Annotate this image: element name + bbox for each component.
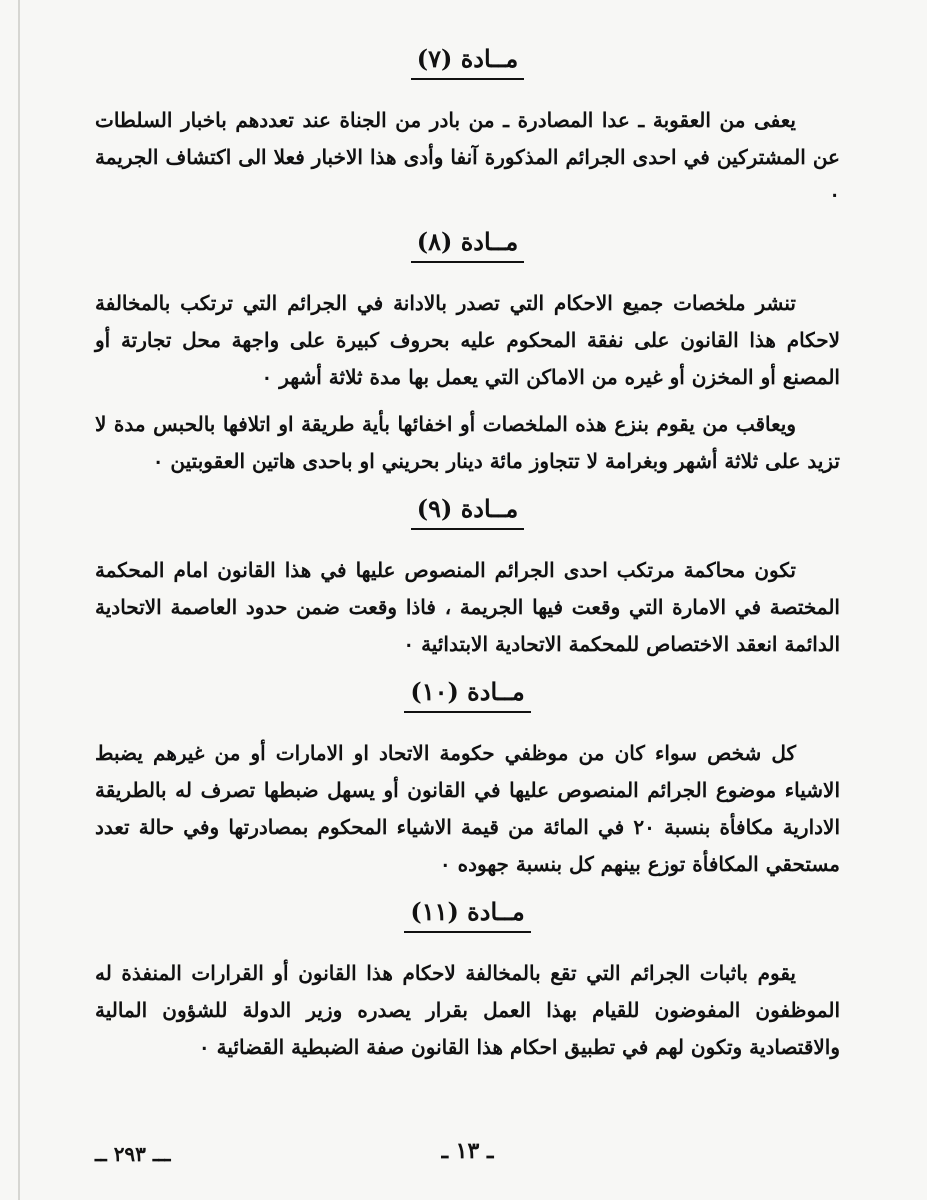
article-heading: مــادة (٨) (95, 225, 840, 263)
article-7 (95, 42, 840, 213)
page-number: ـ ١٣ ـ (441, 1138, 494, 1164)
article-9 (95, 492, 840, 663)
page-footer (95, 1138, 840, 1178)
article-paragraph: تكون محاكمة مرتكب احدى الجرائم المنصوص عليها في هذا القانون امام المحكمة المختصة في الامارة التي وقعت فيها الجريمة ، فاذا وقعت ضمن حدود العاصمة الاتحادية الدائمة انعقد الاختصاص للمحكمة الاتحادية الابتدائية ٠ (95, 558, 840, 656)
article-paragraph: يعفى من العقوبة ـ عدا المصادرة ـ من بادر من الجناة عند تعددهم باخبار السلطات عن المشتركين في احدى الجرائم المذكورة آنفا وأدى هذا الاخبار فعلا الى اكتشاف الجريمة ٠ (95, 108, 840, 206)
article-8 (95, 225, 840, 480)
article-heading: مــادة (٩) (95, 492, 840, 530)
article-heading: مــادة (١٠) (95, 675, 840, 713)
document-page (95, 30, 840, 1180)
article-paragraph: كل شخص سواء كان من موظفي حكومة الاتحاد او الامارات أو من غيرهم يضبط الاشياء موضوع الجرائم المنصوص عليها في القانون أو يسهل ضبطها تصرف له بالطريقة الادارية مكافأة بنسبة ٢٠ في المائة من قيمة الاشياء المحكوم بمصادرتها وفي حالة تعدد مستحقي المكافأة توزع بينهم كل بنسبة جهوده ٠ (95, 741, 840, 876)
article-10 (95, 675, 840, 883)
article-paragraph: تنشر ملخصات جميع الاحكام التي تصدر بالادانة في الجرائم التي ترتكب بالمخالفة لاحكام هذا القانون على نفقة المحكوم عليه بحروف كبيرة على واجهة محل تجارتة أو المصنع أو المخزن أو غيره من الاماكن التي يعمل بها مدة ثلاثة أشهر ٠ (95, 291, 840, 389)
article-paragraph: ويعاقب من يقوم بنزع هذه الملخصات أو اخفائها بأية طريقة او اتلافها بالحبس مدة لا تزيد على ثلاثة أشهر وبغرامة لا تتجاوز مائة دينار بحريني او باحدى هاتين العقوبتين ٠ (95, 412, 840, 473)
article-paragraph: يقوم باثبات الجرائم التي تقع بالمخالفة لاحكام هذا القانون أو القرارات المنفذة له الموظفون المفوضون للقيام بهذا العمل بقرار يصدره وزير الدولة للشؤون المالية والاقتصادية وتكون لهم في تطبيق احكام هذا القانون صفة الضبطية القضائية ٠ (95, 961, 840, 1059)
original-page-number: ـــ ٢٩٣ ــ (95, 1142, 171, 1166)
article-11 (95, 895, 840, 1066)
article-heading: مــادة (٧) (95, 42, 840, 80)
scan-page-edge (18, 0, 20, 1200)
article-heading: مــادة (١١) (95, 895, 840, 933)
